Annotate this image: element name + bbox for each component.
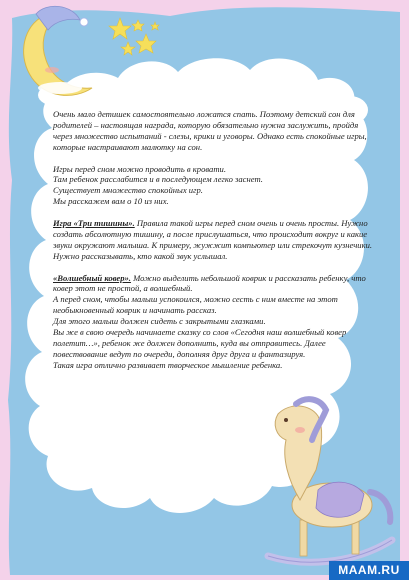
game-2-line-4: Вы же в свою очередь начинаете сказку со слов «Сегодня наш волшебный ковер полетит…», ребенок же должен дополнить, куда вы отправитесь. Далее повествование ведут по очереди, дополняя друг друга и фантазируя. bbox=[53, 327, 347, 359]
watermark-logo: MAAM.RU bbox=[329, 561, 409, 580]
game-1-paragraph bbox=[53, 218, 373, 262]
paragraph-2 bbox=[53, 164, 373, 208]
p2-line-2: Там ребенок расслабится и в последующем легко заснет. bbox=[53, 174, 263, 185]
game-1-text: Правила такой игры перед сном очень и очень просты. Нужно создать абсолютную тишину, а после прислушаться, что происходит вокруг и какие звуки окружают малыша. К примеру, жужжит компьютер или стрекочут кузнечики. Нужно рассказывать, кто какой звук услышал. bbox=[53, 218, 373, 261]
game-2-line-3: Для этого малыш должен сидеть с закрытыми глазками. bbox=[53, 316, 266, 327]
intro-paragraph: Очень мало детишек самостоятельно ложатся спать. Поэтому детский сон для родителей – настоящая награда, которую обязательно нужна заслужить, пройдя через множество испытаний - слезы, крики и уговоры. Однако есть спокойные игры, которые настраивают малютку на сон. bbox=[53, 109, 367, 152]
game-2-line-5: Такая игра отлично развивает творческое мышление ребенка. bbox=[53, 359, 283, 370]
p2-line-3: Существует множество спокойных игр. bbox=[53, 185, 203, 196]
game-2-paragraph bbox=[53, 273, 373, 371]
game-2-text: Можно выделить небольшой коврик и рассказать ребенку, что ковер этот не простой, а волшебный. bbox=[53, 272, 366, 294]
p2-line-4: Мы расскажем вам о 10 из них. bbox=[53, 196, 169, 207]
game-2-line-2: А перед сном, чтобы малыш успокоился, можно сесть с ним вместе на этот необыкновенный коврик и начинать рассказ. bbox=[53, 294, 338, 316]
game-1-title: Игра «Три тишины». bbox=[53, 218, 135, 229]
game-2-title: «Волшебный ковер». bbox=[53, 272, 131, 283]
article-text bbox=[53, 109, 373, 371]
p2-line-1: Игры перед сном можно проводить в кровати. bbox=[53, 163, 226, 174]
